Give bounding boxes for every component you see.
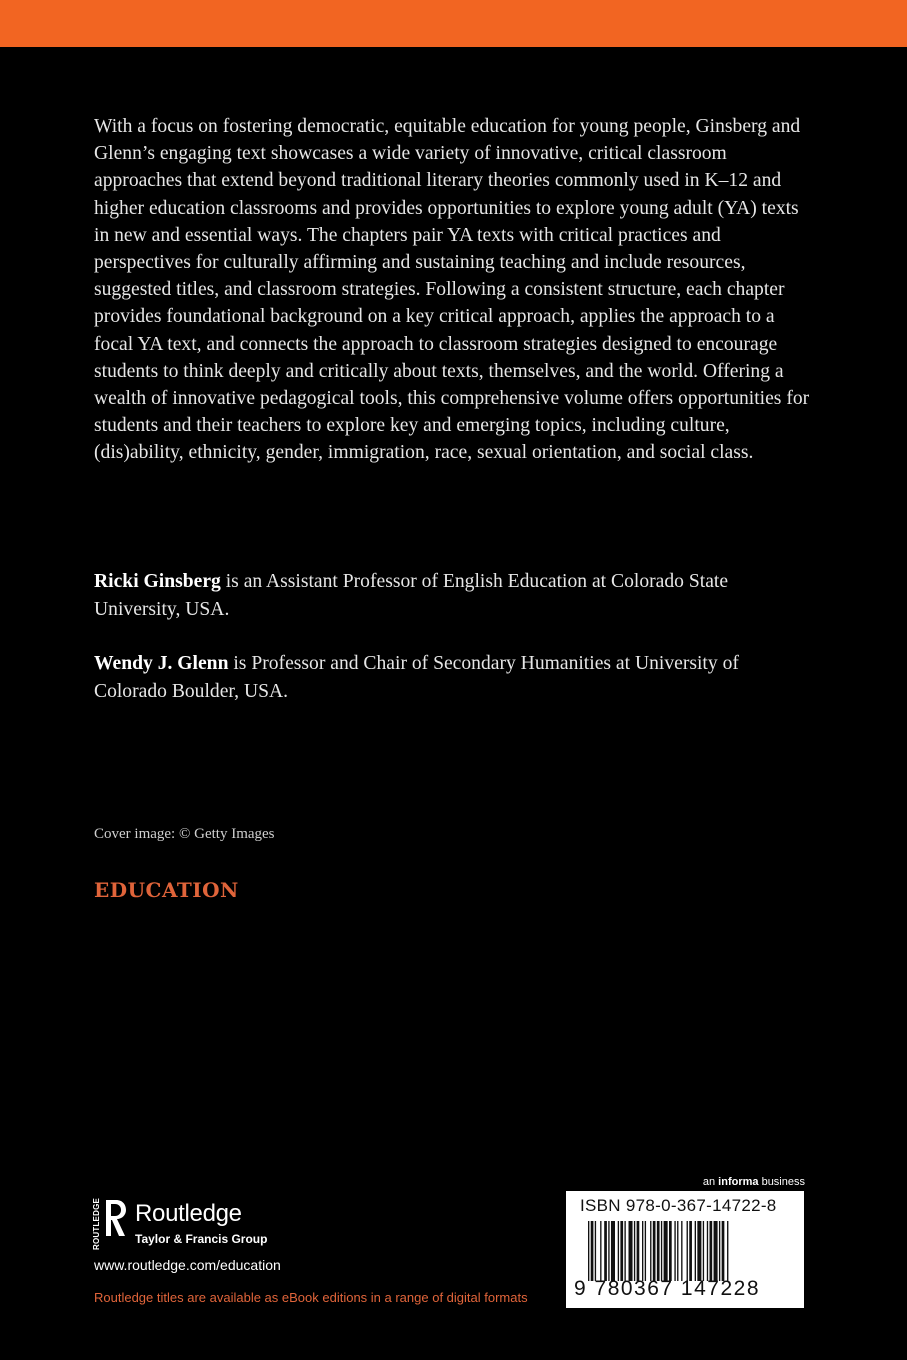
author-name: Wendy J. Glenn bbox=[94, 653, 229, 674]
author-bio-glenn bbox=[94, 650, 814, 706]
barcode-digits: 9 780367 147228 bbox=[574, 1277, 760, 1300]
publisher-name: Routledge bbox=[135, 1200, 242, 1227]
barcode-icon bbox=[588, 1221, 786, 1281]
author-bio-text: is an Assistant Professor of English Education at Colorado State University, USA. bbox=[94, 571, 729, 620]
informa-brand: informa bbox=[718, 1176, 759, 1188]
isbn-barcode-box bbox=[566, 1191, 804, 1308]
author-bio-text: is Professor and Chair of Secondary Humanities at University of Colorado Boulder, USA. bbox=[94, 653, 739, 702]
subject-category: EDUCATION bbox=[94, 878, 239, 902]
orange-top-band bbox=[0, 0, 907, 47]
logo-vertical-wordmark: ROUTLEDGE bbox=[92, 1197, 101, 1251]
author-bio-ginsberg bbox=[94, 568, 814, 624]
publisher-group: Taylor & Francis Group bbox=[135, 1232, 268, 1246]
routledge-r-icon bbox=[104, 1198, 128, 1238]
author-name: Ricki Ginsberg bbox=[94, 571, 221, 592]
cover-image-credit: Cover image: © Getty Images bbox=[94, 826, 275, 842]
publisher-url[interactable]: www.routledge.com/education bbox=[94, 1257, 281, 1273]
routledge-logo bbox=[92, 1196, 292, 1252]
book-description: With a focus on fostering democratic, equitable education for young people, Ginsberg and Glenn’s engaging text showcases a wide variety of innovative, critical classroom approaches that extend beyond traditional literary theories commonly used in K–12 and higher education classrooms and provides opportunities to explore young adult (YA) texts in new and essential ways. The chapters pair YA texts with critical practices and perspectives for culturally affirming and sustaining teaching and include resources, suggested titles, and classroom strategies. Following a consistent structure, each chapter provides foundational background on a key critical approach, applies the approach to a focal YA text, and connects the approach to classroom strategies designed to encourage students to think deeply and critically about texts, themselves, and the world. Offering a wealth of innovative pedagogical tools, this comprehensive volume offers opportunities for students and their teachers to explore key and emerging topics, including culture, (dis)ability, ethnicity, gender, immigration, race, sexual orientation, and social class. bbox=[94, 116, 810, 464]
isbn-label: ISBN 978-0-367-14722-8 bbox=[580, 1196, 777, 1215]
ebook-availability-note: Routledge titles are available as eBook editions in a range of digital formats bbox=[94, 1290, 528, 1305]
informa-business-tag: an informa business bbox=[702, 1176, 805, 1188]
